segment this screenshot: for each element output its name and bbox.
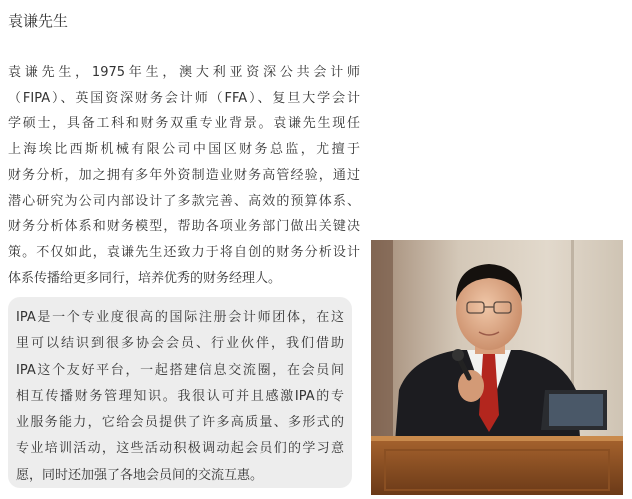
quote-line: 业服务能力，它给会员提供了许多高质量、多形式的 xyxy=(16,415,344,431)
quote-line: 相互传播财务管理知识。我很认可并且感激IPA的专 xyxy=(16,388,344,404)
page-title: 袁谦先生 xyxy=(8,12,69,30)
bio-line: 策。不仅如此，袁谦先生还致力于将自创的财务分析设计 xyxy=(8,244,360,260)
bio-line: 财务分析体系和财务模型，帮助各项业务部门做出关键决 xyxy=(8,219,360,235)
bio-line: （FIPA）、英国资深财务会计师（FFA）、复旦大学会计 xyxy=(8,90,360,106)
speaker-photo-illustration xyxy=(371,240,623,495)
bio-line: 上海埃比西斯机械有限公司中国区财务总监，尤擅于 xyxy=(8,142,360,158)
bio-line: 袁谦先生，1975年生，澳大利亚资深公共会计师 xyxy=(8,65,360,80)
quote-line: IPA这个友好平台，一起搭建信息交流圈，在会员间 xyxy=(16,362,344,378)
quote-line: IPA是一个专业度很高的国际注册会计师团体，在这 xyxy=(16,310,344,325)
quote-line: 里可以结识到很多协会会员、行业伙伴，我们借助 xyxy=(16,336,344,352)
speaker-photo xyxy=(371,240,623,495)
quote-line: 愿，同时还加强了各地会员间的交流互惠。 xyxy=(16,467,264,483)
bio-line: 体系传播给更多同行，培养优秀的财务经理人。 xyxy=(8,270,282,286)
quote-bubble xyxy=(8,297,352,488)
quote-line: 专业培训活动，这些活动积极调动起会员们的学习意 xyxy=(16,441,344,457)
bio-line: 潜心研究为公司内部设计了多款完善、高效的预算体系、 xyxy=(8,193,360,209)
bio-line: 财务分析，加之拥有多年外资制造业财务高管经验，通过 xyxy=(8,167,360,183)
bio-line: 学硕士，具备工科和财务双重专业背景。袁谦先生现任 xyxy=(8,116,360,132)
bio-paragraph xyxy=(8,60,360,291)
